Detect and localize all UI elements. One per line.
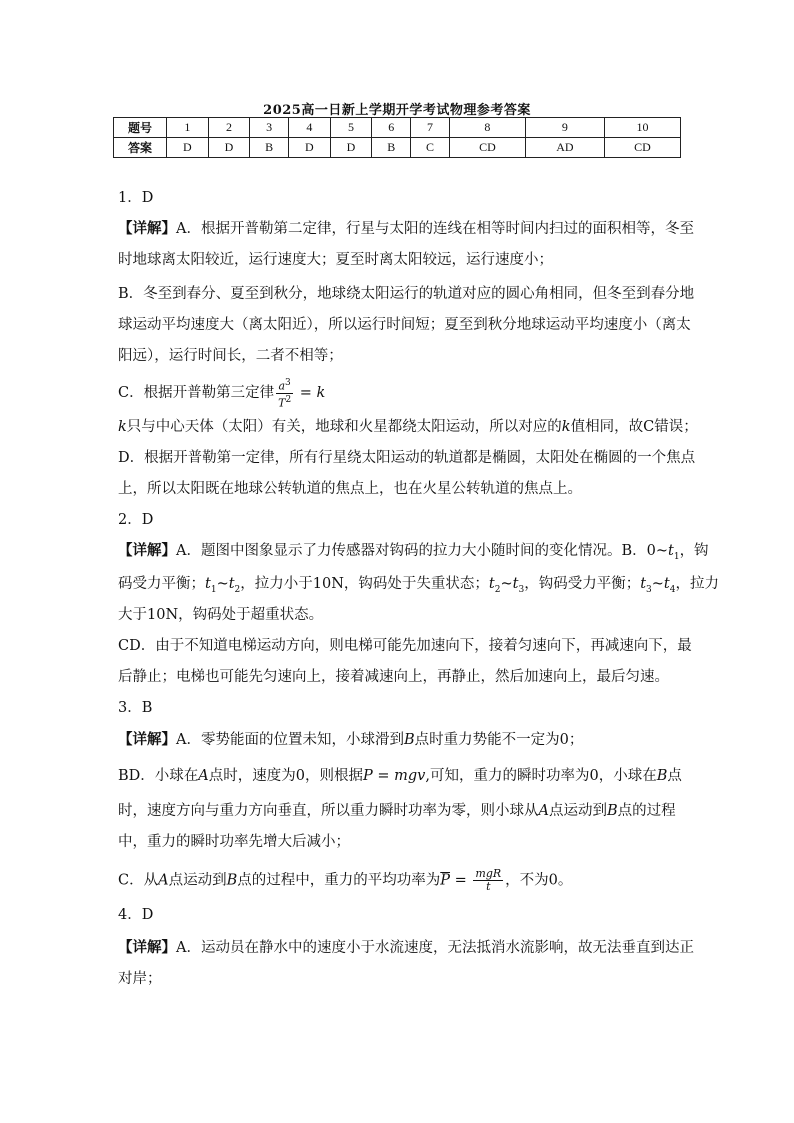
text: C．根据开普勒第三定律 [118,385,275,402]
table-cell: 2 [208,118,250,138]
table-cell: AD [525,138,604,158]
table-cell: 3 [250,118,289,138]
q2-line: 后静止；电梯也可能先匀速向上，接着减速向上，再静止，然后加速向上，最后匀速。 [118,669,669,685]
symbol: k [316,385,326,402]
symbol: = [372,768,395,784]
page-title: 2025高一日新上学期开学考试物理参考答案 [263,103,531,118]
symbol: k [118,419,127,435]
symbol: t [228,576,235,592]
text: C．从 [118,872,159,889]
q4-line: 对岸； [118,971,162,987]
q3-heading: 3．B [118,700,153,716]
table-cell: 10 [604,118,680,138]
q2-line [118,541,709,567]
answer-table [113,117,681,158]
q4-heading: 4．D [118,907,154,923]
symbol: 3 [285,378,291,388]
table-cell: 8 [449,118,525,138]
q1-line: 时地球离太阳较近，运行速度大；夏至时离太阳较远，运行速度小； [118,252,553,268]
table-cell: D [330,138,372,158]
symbol: 2 [285,394,292,405]
table-cell: 4 [289,118,331,138]
q3-line [118,766,682,786]
q4-line [118,938,694,958]
q3-line: 中，重力的瞬时功率先增大后减小； [118,834,350,850]
text: ，钩 [679,543,709,559]
symbol: t [663,576,670,592]
symbol: t [668,543,674,559]
text: 点时重力势能不一定为0； [414,732,584,748]
q1-line [118,417,698,437]
table-row-numbers [114,118,681,138]
text: 点 [667,768,682,784]
text: A．运动员在静水中的速度小于水流速度，无法抵消水流影响，故无法垂直到达正 [176,940,694,956]
q2-line [118,574,719,600]
table-cell: D [167,138,209,158]
symbol: B [656,768,668,784]
symbol: 3 [518,584,525,595]
symbol: t [512,576,519,592]
text: 时，速度方向与重力方向垂直，所以重力瞬时功率为零，则小球从 [118,803,539,819]
symbol: A [198,768,209,784]
symbol: mgv [394,768,426,784]
table-cell: 9 [525,118,604,138]
text: 点运动到 [168,872,227,889]
detail-tag: 【详解】 [118,731,176,748]
table-cell: C [411,138,450,158]
text: 点的过程中，重力的平均功率为 [237,872,441,889]
q1-line [118,219,694,239]
detail-tag: 【详解】 [118,542,176,559]
table-cell: D [289,138,331,158]
table-cell: CD [604,138,680,158]
q1-line: 球运动平均速度大（离太阳近），所以运行时间短；夏至到秋分地球运动平均速度小（离太 [118,317,691,333]
power-fraction [473,868,503,893]
header-label: 题号 [114,118,167,138]
symbol: t [486,880,491,893]
text: ，拉力 [675,576,719,592]
symbol: 1 [210,584,217,595]
kepler-fraction [276,377,293,409]
detail-tag: 【详解】 [118,220,176,237]
table-row-answers [114,138,681,158]
text: A．题图中图象显示了力传感器对钩码的拉力大小随时间的变化情况。B．0~ [176,543,668,559]
text: BD．小球在 [118,768,199,784]
table-cell: B [250,138,289,158]
text: 点运动到 [548,803,607,819]
q2-heading: 2．D [118,512,154,528]
answer-label: 答案 [114,138,167,158]
table-cell: CD [449,138,525,158]
symbol: t [640,576,647,592]
q3-line [118,730,583,750]
text: A．零势能面的位置未知，小球滑到 [176,732,404,748]
symbol: 2 [494,584,501,595]
text: 点时，速度为0，则根据 [208,768,363,784]
symbol: t [205,576,211,592]
q1-line: B．冬至到春分、夏至到秋分，地球绕太阳运行的轨道对应的圆心角相同，但冬至到春分地 [118,286,695,302]
symbol: 3 [646,584,652,595]
text: 码受力平衡； [118,576,205,592]
symbol: ~ [500,576,513,592]
symbol: t [488,576,495,592]
symbol: = [295,385,317,402]
q1-line: 上，所以太阳既在地球公转轨道的焦点上，也在火星公转轨道的焦点上。 [118,481,582,497]
text: ,可知，重力的瞬时功率为0，小球在 [425,768,657,784]
q2-line: CD．由于不知道电梯运动方向，则电梯可能先加速向下，接着匀速向下，再减速向下，最 [118,638,692,654]
q3-line [118,868,572,893]
symbol: = [450,872,472,889]
symbol: 2 [234,584,241,595]
q2-line: 大于10N，钩码处于超重状态。 [118,607,324,623]
q1-line: 阳远），运行时间长，二者不相等； [118,348,343,364]
table-cell: 6 [372,118,411,138]
symbol: a [278,379,286,393]
q1-heading: 1．D [118,190,154,206]
symbol: B [403,732,415,748]
symbol: mgR [475,867,502,880]
symbol: ~ [651,576,664,592]
text: ，拉力小于10N，钩码处于失重状态； [240,576,489,592]
q1-line: D．根据开普勒第一定律，所有行星绕太阳运动的轨道都是椭圆，太阳处在椭圆的一个焦点 [118,450,696,466]
symbol: B [606,803,618,819]
q1-line [118,377,325,409]
detail-tag: 【详解】 [118,939,176,956]
table-cell: 1 [167,118,209,138]
table-cell: 7 [411,118,450,138]
symbol: 4 [669,584,676,595]
text: A．根据开普勒第二定律，行星与太阳的连线在相等时间内扫过的面积相等，冬至 [176,221,694,237]
symbol: P [363,768,373,784]
symbol: A [158,872,169,889]
text: 只与中心天体（太阳）有关，地球和火星都绕太阳运动，所以对应的 [126,419,562,435]
table-cell: D [208,138,250,158]
symbol: $\overline{P}$ [440,872,451,889]
symbol: 1 [673,551,680,562]
symbol: B [226,872,238,889]
text: ，钩码受力平衡； [524,576,641,592]
symbol: T [278,396,286,410]
text: ，不为0。 [505,872,573,889]
q3-line [118,801,676,821]
symbol: ~ [216,576,229,592]
text: 点的过程 [617,803,676,819]
table-cell: 5 [330,118,372,138]
symbol: k [561,419,571,435]
table-cell: B [372,138,411,158]
text: 值相同，故C错误； [570,419,698,435]
symbol: A [538,803,549,819]
